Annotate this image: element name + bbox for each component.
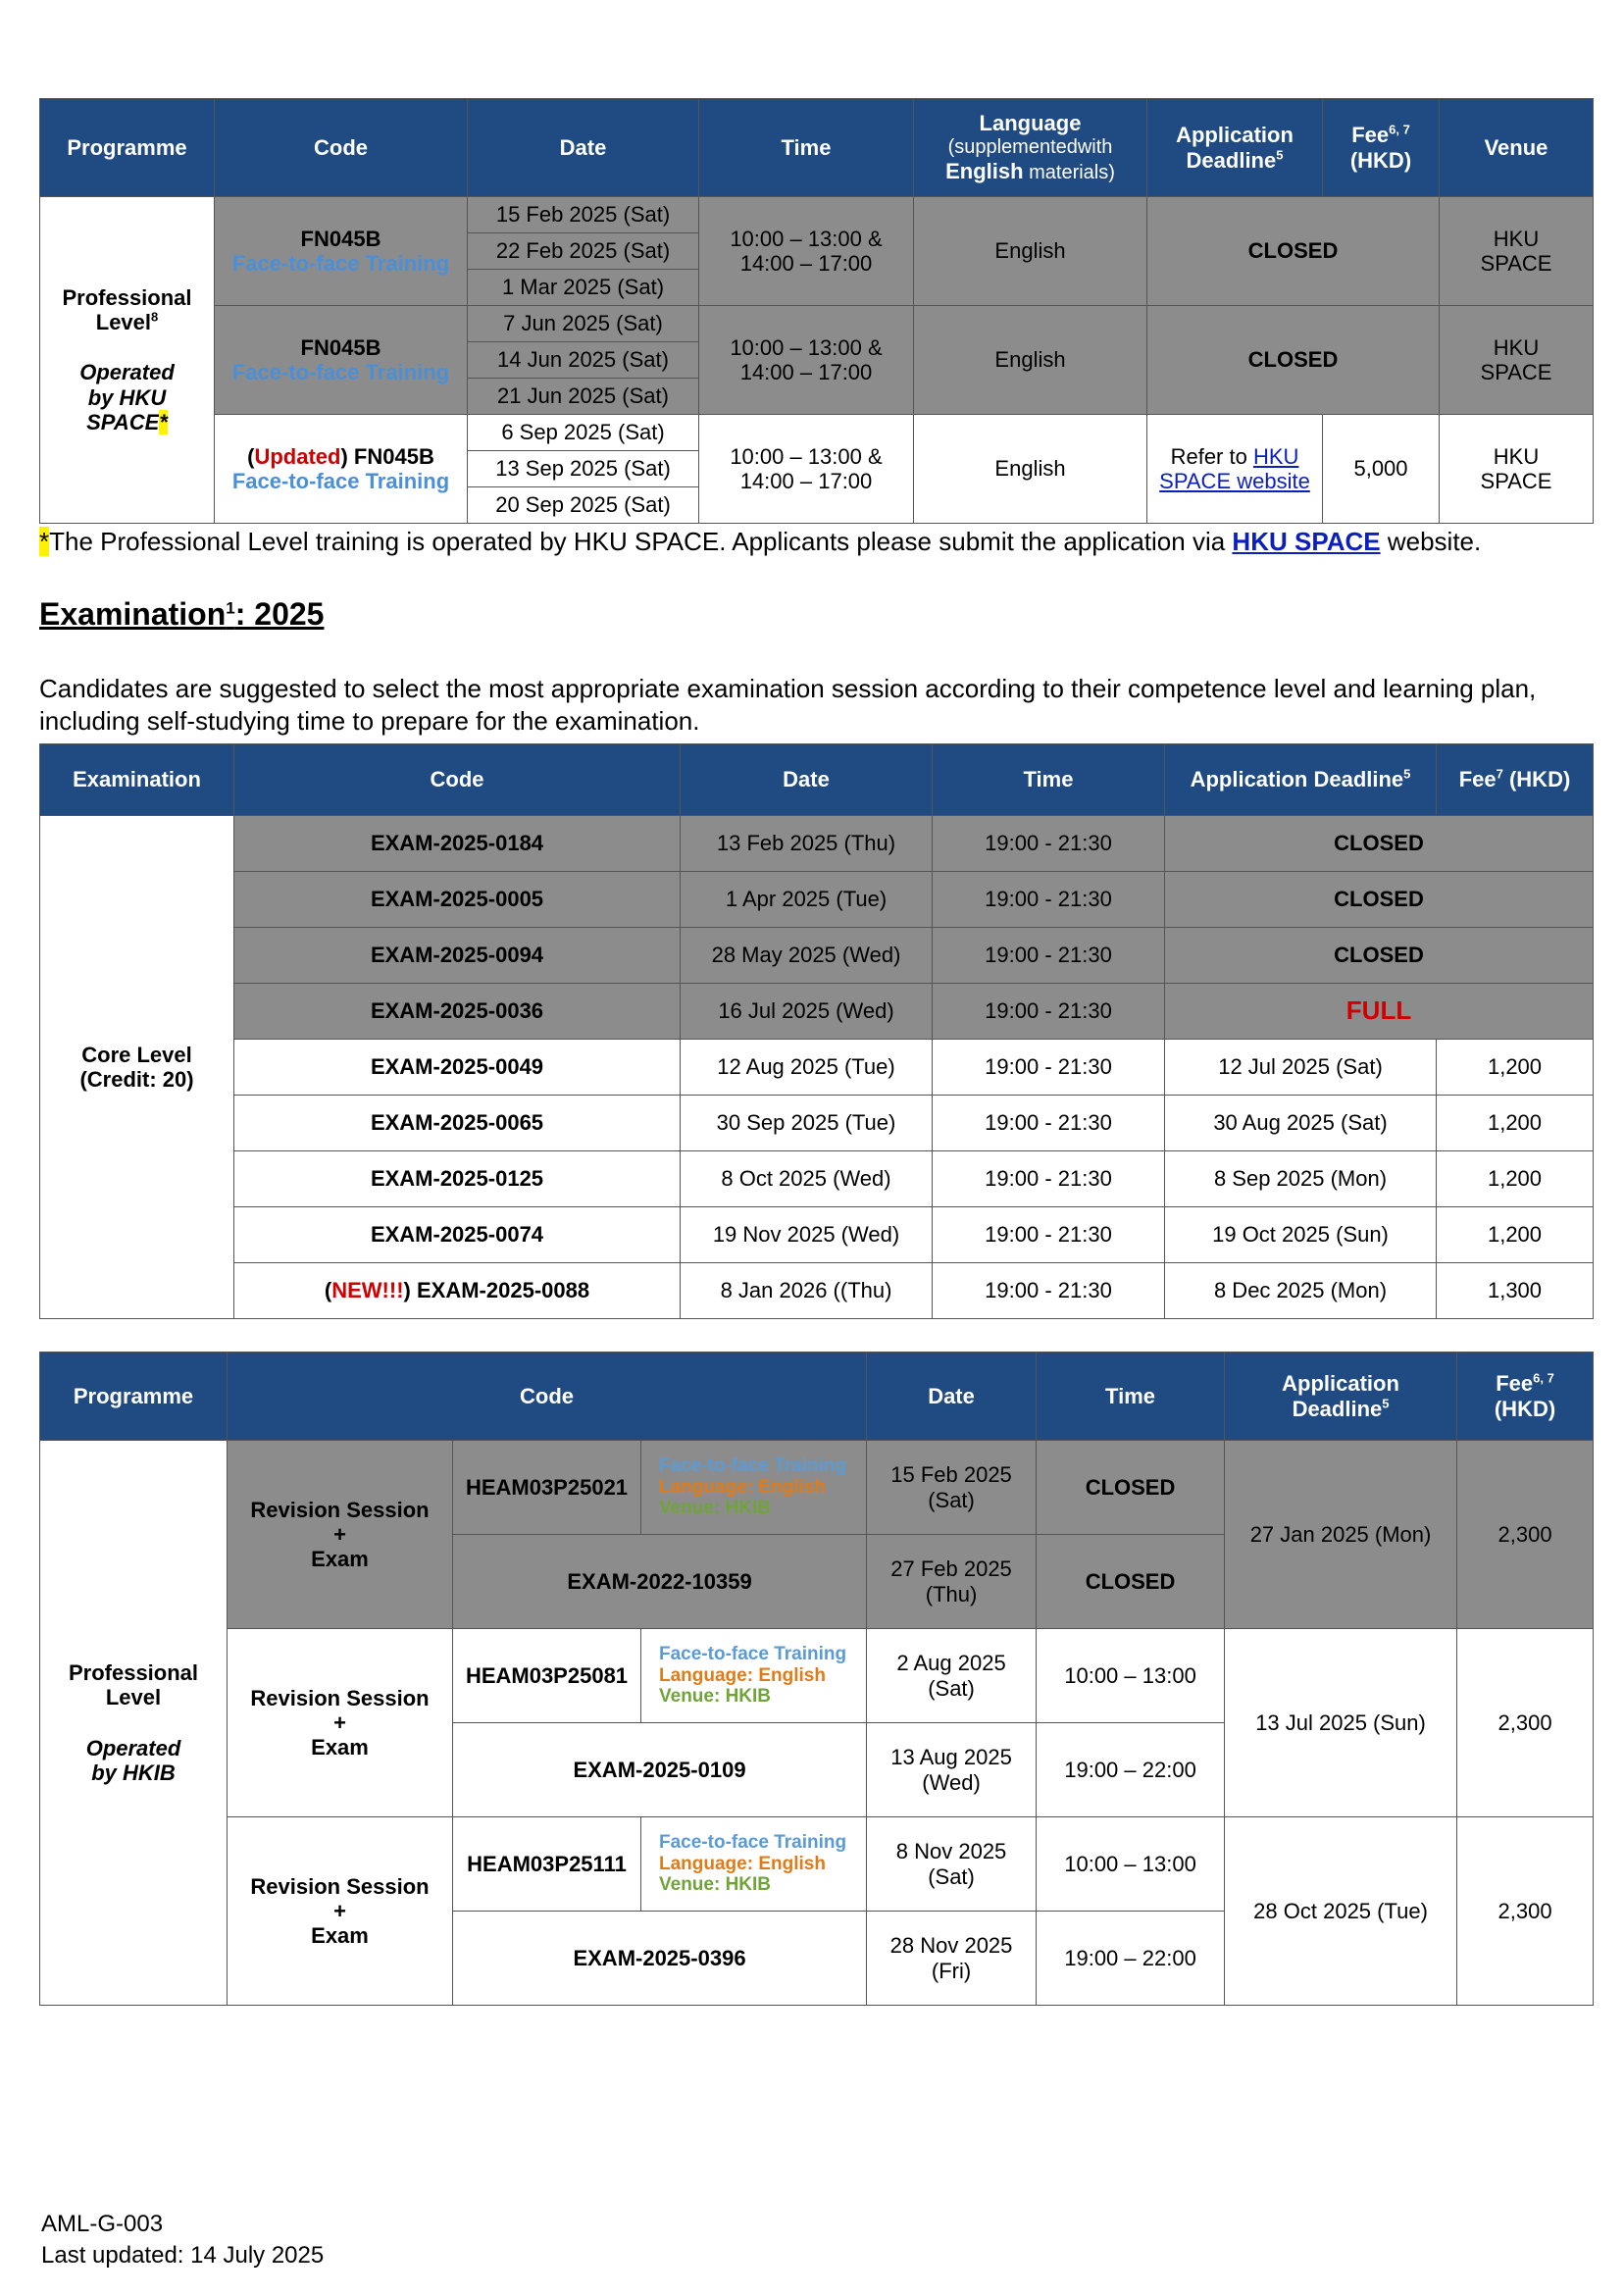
exam-code: EXAM-2025-0094 [234,928,681,984]
training-venue-line2: SPACE [1480,469,1552,493]
rev-date [867,1441,1037,1535]
hku-space-website-link[interactable]: SPACE website [1159,469,1310,493]
header-language-line1: Language [979,111,1082,136]
rev-session-label-line3: Exam [311,1735,369,1760]
rev-exam-time: CLOSED [1037,1535,1225,1629]
rev-programme-operated2: by HKIB [91,1760,176,1785]
exam-code: EXAM-2025-0049 [234,1040,681,1096]
rev-code: HEAM03P25111 [453,1817,641,1912]
rev-header-time: Time [1037,1352,1225,1441]
rev-header-code: Code [228,1352,867,1441]
exam-date: 8 Jan 2026 ((Thu) [681,1263,933,1319]
rev-details [641,1441,867,1535]
training-code: FN045B [300,334,381,360]
exam-fee: 1,200 [1437,1096,1594,1151]
training-mode: Face-to-face Training [231,251,450,276]
training-time-line2: 14:00 – 17:00 [739,251,873,276]
exam-heading-year: : 2025 [234,596,325,632]
exam-deadline: 8 Dec 2025 (Mon) [1165,1263,1437,1319]
rev-exam-code: EXAM-2025-0109 [453,1723,867,1817]
training-time-line1: 10:00 – 13:00 & [730,334,883,360]
training-venue-line2: SPACE [1480,251,1552,276]
exam-header-code: Code [234,744,681,816]
training-mode: Face-to-face Training [231,360,450,384]
exam-status: CLOSED [1165,816,1594,872]
training-code-cell [215,306,468,415]
exam-time: 19:00 - 21:30 [933,816,1165,872]
rev-language: Language: English [659,1853,826,1874]
rev-details [641,1629,867,1723]
rev-session-label-line1: Revision Session [250,1497,430,1522]
header-time: Time [699,99,914,197]
exam-status-full: FULL [1165,984,1594,1040]
rev-header-fee [1457,1352,1594,1441]
exam-time: 19:00 - 21:30 [933,928,1165,984]
programme-operated1: Operated [79,360,175,385]
training-venue [1440,415,1594,524]
rev-details [641,1817,867,1912]
exam-code-cell: (NEW!!!) EXAM-2025-0088 [234,1263,681,1319]
training-date: 7 Jun 2025 (Sat) [468,306,699,342]
rev-header-deadline-line2: Deadline [1292,1396,1383,1421]
rev-mode: Face-to-face Training [659,1643,847,1664]
exam-code: EXAM-2025-0184 [234,816,681,872]
exam-fee: 1,200 [1437,1207,1594,1263]
rev-date-line1: 15 Feb 2025 [890,1462,1012,1488]
rev-fee: 2,300 [1457,1441,1594,1629]
rev-header-deadline [1225,1352,1457,1441]
header-date: Date [468,99,699,197]
rev-exam-date [867,1723,1037,1817]
header-language [914,99,1147,197]
rev-header-fee-sup: 6, 7 [1533,1370,1554,1386]
exam-date: 12 Aug 2025 (Tue) [681,1040,933,1096]
exam-table [39,743,1594,1319]
exam-time: 19:00 - 21:30 [933,1207,1165,1263]
footer-updated: Last updated: 14 July 2025 [41,2242,325,2270]
programme-operated2: by HKU SPACE [86,384,167,434]
rev-session-label [228,1629,453,1817]
exam-header-fee-label: Fee [1458,767,1497,792]
rev-exam-date-line1: 28 Nov 2025 [889,1933,1013,1959]
training-venue-line1: HKU [1493,226,1540,251]
training-time [699,415,914,524]
exam-fee: 1,200 [1437,1151,1594,1207]
training-code: FN045B [353,443,434,469]
rev-exam-date-line1: 13 Aug 2025 [890,1745,1012,1770]
header-code: Code [215,99,468,197]
exam-header-fee [1437,744,1594,816]
exam-heading-title: Examination [39,596,227,632]
training-time-line2: 14:00 – 17:00 [739,360,873,384]
exam-heading [39,594,324,634]
header-venue: Venue [1440,99,1594,197]
exam-deadline: 8 Sep 2025 (Mon) [1165,1151,1437,1207]
exam-code: EXAM-2025-0005 [234,872,681,928]
rev-header-deadline-line1: Application [1282,1371,1399,1397]
exam-date: 13 Feb 2025 (Thu) [681,816,933,872]
training-language: English [914,415,1147,524]
header-fee-line2: (HKD) [1349,147,1412,173]
exam-header-deadline [1165,744,1437,816]
training-date: 21 Jun 2025 (Sat) [468,379,699,415]
header-programme: Programme [40,99,215,197]
rev-code: HEAM03P25021 [453,1441,641,1535]
rev-date [867,1817,1037,1912]
training-date: 1 Mar 2025 (Sat) [468,270,699,306]
header-deadline-line2: Deadline [1186,147,1277,173]
rev-deadline: 27 Jan 2025 (Mon) [1225,1441,1457,1629]
training-venue [1440,306,1594,415]
training-code: FN045B [300,226,381,251]
rev-session-label-line3: Exam [311,1923,369,1949]
exam-code: EXAM-2025-0065 [234,1096,681,1151]
exam-header-date: Date [681,744,933,816]
exam-date: 8 Oct 2025 (Wed) [681,1151,933,1207]
rev-session-label-line2: + [333,1898,346,1923]
rev-date [867,1629,1037,1723]
rev-header-fee-line1: Fee [1496,1371,1534,1397]
rev-date-line1: 2 Aug 2025 [896,1651,1006,1676]
training-code-cell [215,197,468,306]
header-fee-line1: Fee [1351,123,1390,148]
training-venue-line1: HKU [1493,334,1540,360]
revision-table [39,1352,1594,2006]
rev-session-label-line3: Exam [311,1547,369,1572]
exam-code: EXAM-2025-0074 [234,1207,681,1263]
rev-language: Language: English [659,1476,826,1498]
programme-line1: Professional [62,284,192,310]
hku-space-link[interactable]: HKU [1252,443,1299,469]
note-hku-space-link[interactable]: HKU SPACE [1232,527,1381,556]
programme-asterisk: * [159,409,168,434]
rev-venue: Venue: HKIB [659,1498,772,1519]
header-language-materials: materials) [1023,161,1115,183]
exam-time: 19:00 - 21:30 [933,1096,1165,1151]
exam-date: 1 Apr 2025 (Tue) [681,872,933,928]
rev-deadline: 28 Oct 2025 (Tue) [1225,1817,1457,2006]
rev-header-deadline-sup: 5 [1382,1396,1390,1411]
rev-mode: Face-to-face Training [659,1454,847,1476]
exam-date: 16 Jul 2025 (Wed) [681,984,933,1040]
training-venue-line2: SPACE [1480,360,1552,384]
rev-date-line2: (Sat) [928,1863,975,1889]
rev-exam-date-line2: (Thu) [925,1581,978,1607]
exam-header-fee-sup: 7 [1496,767,1503,783]
training-status: CLOSED [1147,306,1440,415]
rev-code: HEAM03P25081 [453,1629,641,1723]
rev-session-label-line2: + [333,1709,346,1735]
exam-date: 30 Sep 2025 (Tue) [681,1096,933,1151]
rev-session-label [228,1441,453,1629]
new-tag: NEW!!! [331,1278,404,1303]
training-language: English [914,197,1147,306]
training-time [699,306,914,415]
exam-status: CLOSED [1165,928,1594,984]
header-deadline [1147,99,1323,197]
rev-exam-time: 19:00 – 22:00 [1037,1912,1225,2006]
training-time-line1: 10:00 – 13:00 & [730,226,883,251]
rev-exam-code: EXAM-2025-0396 [453,1912,867,2006]
training-language: English [914,306,1147,415]
rev-deadline: 13 Jul 2025 (Sun) [1225,1629,1457,1817]
exam-level-cell [40,816,234,1319]
programme-sup: 8 [151,309,159,325]
rev-date-line2: (Sat) [928,1675,975,1701]
exam-header-examination: Examination [40,744,234,816]
training-time-line1: 10:00 – 13:00 & [730,443,883,469]
exam-deadline: 30 Aug 2025 (Sat) [1165,1096,1437,1151]
training-date: 14 Jun 2025 (Sat) [468,342,699,379]
rev-programme-operated1: Operated [85,1735,181,1760]
exam-code: EXAM-2025-0125 [234,1151,681,1207]
training-table [39,98,1594,524]
exam-time: 19:00 - 21:30 [933,872,1165,928]
header-deadline-line1: Application [1176,123,1294,148]
footer [41,2209,324,2272]
rev-exam-date-line2: (Fri) [931,1958,972,1983]
rev-exam-date [867,1912,1037,2006]
exam-code: EXAM-2025-0036 [234,984,681,1040]
rev-time: 10:00 – 13:00 [1037,1629,1225,1723]
exam-code: EXAM-2025-0088 [416,1278,590,1303]
rev-fee: 2,300 [1457,1629,1594,1817]
training-status: CLOSED [1147,197,1440,306]
exam-time: 19:00 - 21:30 [933,1151,1165,1207]
rev-fee: 2,300 [1457,1817,1594,2006]
exam-level-line1: Core Level [81,1042,192,1067]
footer-doc-code: AML-G-003 [41,2211,164,2237]
exam-time: 19:00 - 21:30 [933,1040,1165,1096]
header-fee [1323,99,1440,197]
exam-time: 19:00 - 21:30 [933,984,1165,1040]
updated-tag: Updated [254,443,341,469]
rev-exam-time: 19:00 – 22:00 [1037,1723,1225,1817]
header-language-english: English [945,158,1024,183]
header-language-line2: (supplementedwith [947,135,1113,158]
training-fee: 5,000 [1323,415,1440,524]
rev-header-date: Date [867,1352,1037,1441]
note-text: The Professional Level training is operated by HKU SPACE. Applicants please submit the application via [49,527,1233,556]
header-deadline-sup: 5 [1276,147,1284,163]
exam-header-time: Time [933,744,1165,816]
training-venue [1440,197,1594,306]
exam-header-fee-unit: (HKD) [1502,767,1571,792]
exam-deadline: 19 Oct 2025 (Sun) [1165,1207,1437,1263]
rev-time: 10:00 – 13:00 [1037,1817,1225,1912]
rev-date-line2: (Sat) [928,1487,975,1512]
training-code-cell: (Updated) FN045B Face-to-face Training [215,415,468,524]
exam-date: 28 May 2025 (Wed) [681,928,933,984]
header-fee-sup: 6, 7 [1389,122,1410,137]
rev-date-line1: 8 Nov 2025 [895,1839,1007,1864]
rev-venue: Venue: HKIB [659,1686,772,1708]
exam-status: CLOSED [1165,872,1594,928]
exam-fee: 1,200 [1437,1040,1594,1096]
rev-exam-date-line2: (Wed) [922,1769,981,1795]
exam-date: 19 Nov 2025 (Wed) [681,1207,933,1263]
training-date: 15 Feb 2025 (Sat) [468,197,699,233]
training-date: 13 Sep 2025 (Sat) [468,451,699,487]
exam-time: 19:00 - 21:30 [933,1263,1165,1319]
training-venue-line1: HKU [1493,443,1540,469]
rev-programme-cell [40,1441,228,2006]
training-date: 6 Sep 2025 (Sat) [468,415,699,451]
rev-header-fee-line2: (HKD) [1494,1396,1556,1421]
rev-session-label-line1: Revision Session [250,1873,430,1899]
rev-header-programme: Programme [40,1352,228,1441]
training-time [699,197,914,306]
rev-language: Language: English [659,1664,826,1686]
exam-heading-sup: 1 [226,598,235,618]
training-deadline [1147,415,1323,524]
rev-programme-line1: Professional [68,1659,199,1685]
rev-exam-date-line1: 27 Feb 2025 [890,1556,1012,1582]
rev-session-label-line1: Revision Session [250,1685,430,1710]
rev-mode: Face-to-face Training [659,1831,847,1853]
training-date: 20 Sep 2025 (Sat) [468,487,699,524]
rev-session-label [228,1817,453,2006]
exam-deadline: 12 Jul 2025 (Sat) [1165,1040,1437,1096]
exam-fee: 1,300 [1437,1263,1594,1319]
rev-exam-code: EXAM-2022-10359 [453,1535,867,1629]
note-asterisk: * [39,527,50,556]
rev-venue: Venue: HKIB [659,1874,772,1896]
training-date: 22 Feb 2025 (Sat) [468,233,699,270]
rev-session-label-line2: + [333,1521,346,1547]
rev-programme-line2: Level [105,1685,162,1710]
exam-level-line2: (Credit: 20) [79,1067,194,1092]
programme-line2: Level [95,310,152,335]
rev-time: CLOSED [1037,1441,1225,1535]
note-tail: website. [1380,527,1482,556]
programme-cell [40,197,215,524]
training-time-line2: 14:00 – 17:00 [739,469,873,493]
exam-header-deadline-label: Application Deadline [1190,767,1404,792]
rev-exam-date [867,1535,1037,1629]
training-note [39,526,1608,558]
exam-header-deadline-sup: 5 [1403,767,1411,783]
training-mode: Face-to-face Training [231,469,450,493]
exam-intro: Candidates are suggested to select the most appropriate examination session according to their competence level and learning plan, including self-studying time to prepare for the examination. [39,674,1537,736]
deadline-prefix: Refer to [1170,443,1253,469]
